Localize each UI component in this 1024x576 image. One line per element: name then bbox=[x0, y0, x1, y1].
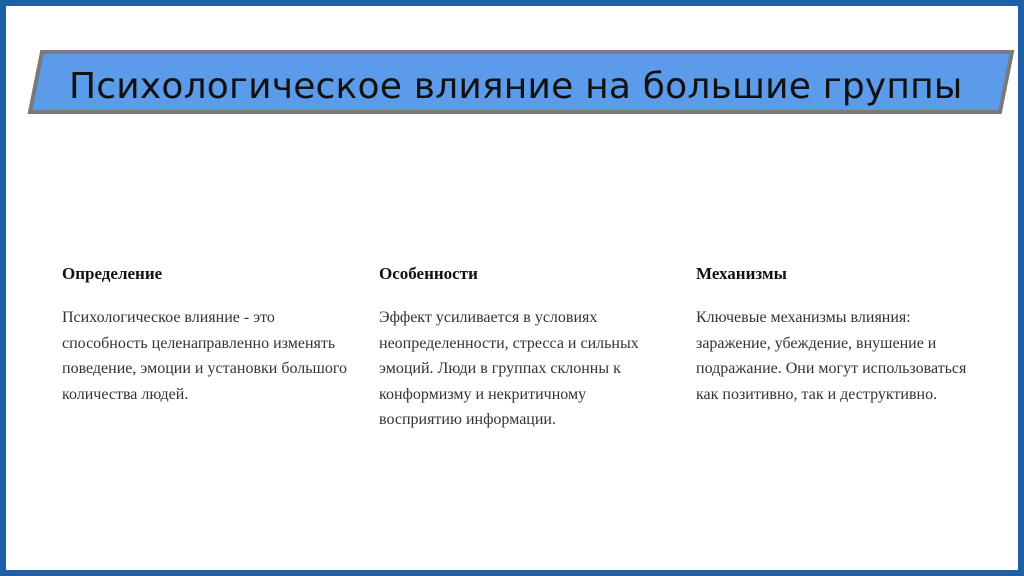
column-heading: Механизмы bbox=[696, 264, 787, 283]
column-heading: Особенности bbox=[379, 264, 478, 283]
column-heading: Определение bbox=[62, 264, 163, 283]
column-features bbox=[379, 261, 669, 433]
column-body: Ключевые механизмы влияния: заражение, убеждение, внушение и подражание. Они могут использоваться как позитивно, так и деструктивно. bbox=[696, 309, 967, 403]
title-banner bbox=[6, 6, 1024, 146]
column-body: Психологическое влияние - это способность целенаправленно изменять поведение, эмоции и установки большого количества людей. bbox=[62, 309, 348, 403]
column-definition bbox=[62, 261, 352, 407]
slide-title: Психологическое влияние на большие группы bbox=[69, 66, 963, 107]
column-body: Эффект усиливается в условиях неопределенности, стресса и сильных эмоций. Люди в группах склонны к конформизму и некритичному восприятию информации. bbox=[379, 309, 639, 428]
column-mechanisms bbox=[696, 261, 986, 407]
